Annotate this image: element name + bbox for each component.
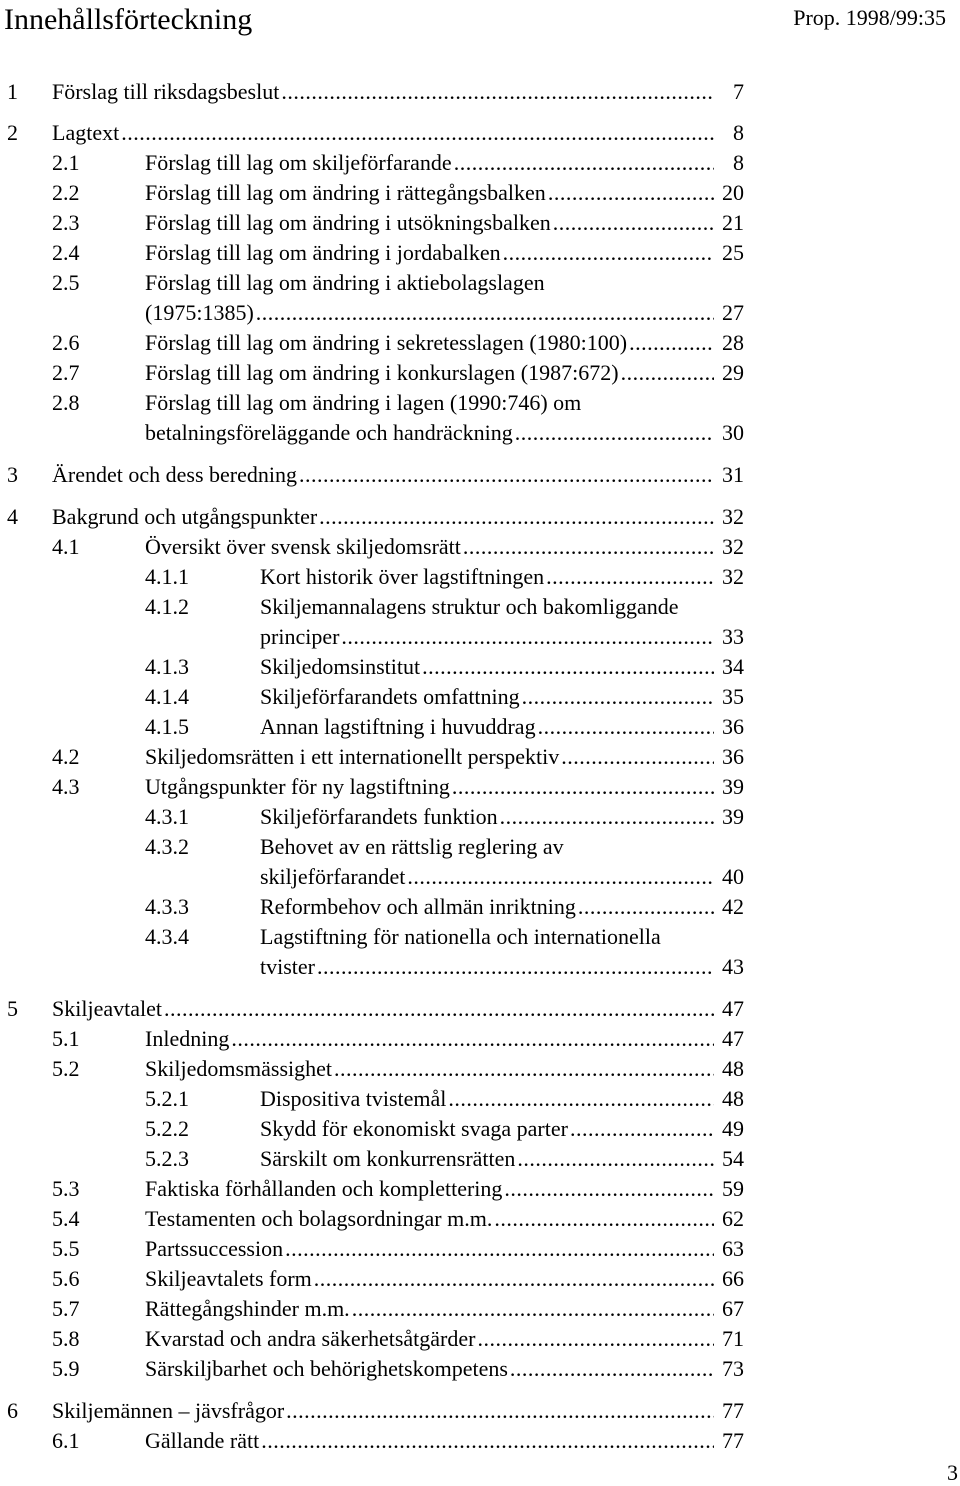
toc-entry-number: 5.2 (52, 1056, 80, 1081)
toc-entry-page: 35 (722, 684, 744, 709)
toc-entry-number: 5.6 (52, 1266, 80, 1291)
toc-entry-page: 63 (722, 1236, 744, 1261)
toc-entry[interactable] (0, 682, 744, 712)
dot-leader (510, 1354, 714, 1384)
toc-entry-page: 28 (722, 330, 744, 355)
toc-entry-number: 4.1.1 (145, 564, 189, 589)
toc-entry-number: 4.3.3 (145, 894, 189, 919)
toc-entry[interactable] (0, 802, 744, 832)
dot-leader (231, 1024, 714, 1054)
toc-entry-number: 6.1 (52, 1428, 80, 1453)
toc-entry-number: 5.3 (52, 1176, 80, 1201)
toc-entry-number: 4.3.1 (145, 804, 189, 829)
toc-entry-title: Förslag till lag om ändring i sekretesslagen (1980:100) (145, 330, 628, 355)
toc-entry[interactable] (0, 148, 744, 178)
toc-entry-title: Testamenten och bolagsordningar m.m. (145, 1206, 493, 1231)
toc-entry-page: 73 (722, 1356, 744, 1381)
toc-entry-title: Inledning (145, 1026, 230, 1051)
toc-entry-number: 5.2.2 (145, 1116, 189, 1141)
dot-leader (629, 328, 714, 358)
toc-entry-page: 7 (733, 79, 744, 104)
toc-entry[interactable] (0, 1264, 744, 1294)
toc-entry-page: 36 (722, 744, 744, 769)
dot-leader (494, 1204, 714, 1234)
toc-entry[interactable] (0, 1294, 744, 1324)
proposition-reference: Prop. 1998/99:35 (793, 5, 946, 30)
dot-leader (504, 1174, 714, 1204)
toc-entry[interactable] (0, 862, 744, 892)
toc-entry[interactable] (0, 238, 744, 268)
dot-leader (517, 1144, 714, 1174)
toc-entry-page: 67 (722, 1296, 744, 1321)
toc-entry-title: Annan lagstiftning i huvuddrag (260, 714, 536, 739)
toc-entry-page: 31 (722, 462, 744, 487)
toc-entry[interactable] (0, 892, 744, 922)
toc-entry-page: 62 (722, 1206, 744, 1231)
toc-entry-title: Gällande rätt (145, 1428, 260, 1453)
toc-entry-page: 25 (722, 240, 744, 265)
dot-leader (352, 1294, 714, 1324)
toc-entry-title: Bakgrund och utgångspunkter (52, 504, 318, 529)
dot-leader (553, 208, 714, 238)
toc-entry[interactable] (0, 952, 744, 982)
toc-entry-number: 5.8 (52, 1326, 80, 1351)
toc-entry[interactable] (0, 1324, 744, 1354)
dot-leader (578, 892, 714, 922)
toc-entry-page: 39 (722, 774, 744, 799)
toc-entry[interactable] (0, 622, 744, 652)
dot-leader (281, 77, 714, 107)
toc-entry[interactable] (0, 502, 744, 532)
toc-entry[interactable] (0, 772, 744, 802)
toc-entry[interactable] (0, 1054, 744, 1084)
toc-entry-page: 54 (722, 1146, 744, 1171)
toc-entry-title: principer (260, 624, 340, 649)
dot-leader (261, 1426, 714, 1456)
toc-entry-title: Skiljedomsmässighet (145, 1056, 332, 1081)
dot-leader (407, 862, 714, 892)
toc-entry[interactable] (0, 1204, 744, 1234)
toc-entry[interactable] (0, 1114, 744, 1144)
toc-entry[interactable] (0, 118, 744, 148)
toc-entry[interactable] (0, 1084, 744, 1114)
toc-entry-title: Förslag till lag om ändring i aktiebolagslagen (145, 270, 545, 295)
toc-entry-number: 2.5 (52, 270, 80, 295)
dot-leader (570, 1114, 714, 1144)
toc-entry-page: 20 (722, 180, 744, 205)
toc-entry-page: 77 (722, 1398, 744, 1423)
toc-entry-title: Förslag till lag om skiljeförfarande (145, 150, 452, 175)
toc-entry-number: 2.2 (52, 180, 80, 205)
toc-entry-page: 48 (722, 1056, 744, 1081)
dot-leader (561, 742, 714, 772)
toc-entry-number: 2.7 (52, 360, 80, 385)
toc-entry-title: Rättegångshinder m.m. (145, 1296, 350, 1321)
toc-entry-title: Kort historik över lagstiftningen (260, 564, 545, 589)
toc-entry-title: Ärendet och dess beredning (52, 462, 297, 487)
toc-entry-page: 32 (722, 564, 744, 589)
toc-entry-number: 2.4 (52, 240, 80, 265)
dot-leader (422, 652, 714, 682)
dot-leader (334, 1054, 714, 1084)
toc-entry[interactable] (0, 562, 744, 592)
dot-leader (317, 952, 714, 982)
toc-entry-number: 4.3 (52, 774, 80, 799)
toc-entry-title: Förslag till riksdagsbeslut (52, 79, 280, 104)
toc-entry[interactable] (0, 178, 744, 208)
dot-leader (621, 358, 714, 388)
toc-entry-number: 2.3 (52, 210, 80, 235)
toc-entry-number: 4.1.5 (145, 714, 189, 739)
toc-entry-page: 71 (722, 1326, 744, 1351)
toc-entry-page: 47 (722, 996, 744, 1021)
toc-entry[interactable] (0, 418, 744, 448)
dot-leader (538, 712, 714, 742)
toc-entry[interactable] (0, 1234, 744, 1264)
dot-leader (121, 118, 714, 148)
toc-entry-title: Skiljeavtalets form (145, 1266, 312, 1291)
toc-entry-title: Reformbehov och allmän inriktning (260, 894, 576, 919)
toc-entry-title: Skiljemännen – jävsfrågor (52, 1398, 285, 1423)
toc-entry-number: 4 (7, 504, 18, 529)
toc-entry-number: 5.7 (52, 1296, 80, 1321)
toc-entry[interactable] (0, 460, 744, 490)
toc-entry-number: 3 (7, 462, 18, 487)
toc-entry-page: 21 (722, 210, 744, 235)
toc-entry-title: Partssuccession (145, 1236, 284, 1261)
toc-entry-page: 30 (722, 420, 744, 445)
toc-entry-number: 5.9 (52, 1356, 80, 1381)
toc-entry-page: 33 (722, 624, 744, 649)
toc-entry-title: Lagstiftning för nationella och internationella (260, 924, 661, 949)
dot-leader (454, 148, 714, 178)
toc-entry-number: 4.1.2 (145, 594, 189, 619)
toc-entry-number: 4.3.4 (145, 924, 189, 949)
dot-leader (548, 178, 714, 208)
toc-entry[interactable] (0, 388, 744, 418)
toc-entry-page: 43 (722, 954, 744, 979)
toc-entry-number: 4.1.4 (145, 684, 189, 709)
toc-entry-title: Skiljemannalagens struktur och bakomliggande (260, 594, 679, 619)
toc-entry[interactable] (0, 742, 744, 772)
toc-entry[interactable] (0, 77, 744, 107)
toc-entry-page: 27 (722, 300, 744, 325)
dot-leader (299, 460, 714, 490)
toc-entry-page: 29 (722, 360, 744, 385)
toc-entry-title: Förslag till lag om ändring i rättegångsbalken (145, 180, 546, 205)
toc-entry-number: 2.8 (52, 390, 80, 415)
toc-entry-page: 32 (722, 504, 744, 529)
toc-entry-page: 39 (722, 804, 744, 829)
toc-entry-title: Särskilt om konkurrensrätten (260, 1146, 516, 1171)
toc-entry-number: 1 (7, 79, 18, 104)
toc-entry-number: 2 (7, 120, 18, 145)
page-number: 3 (947, 1460, 958, 1485)
toc-entry-title: Förslag till lag om ändring i jordabalken (145, 240, 501, 265)
toc-entry-title: Skydd för ekonomiskt svaga parter (260, 1116, 568, 1141)
toc-entry-page: 42 (722, 894, 744, 919)
toc-entry[interactable] (0, 208, 744, 238)
toc-entry[interactable] (0, 1354, 744, 1384)
dot-leader (286, 1396, 714, 1426)
toc-entry-page: 34 (722, 654, 744, 679)
toc-entry-number: 5.4 (52, 1206, 80, 1231)
toc-entry-page: 66 (722, 1266, 744, 1291)
dot-leader (477, 1324, 714, 1354)
dot-leader (319, 502, 714, 532)
toc-entry-page: 8 (733, 120, 744, 145)
toc-entry-number: 5 (7, 996, 18, 1021)
dot-leader (503, 238, 714, 268)
dot-leader (515, 418, 714, 448)
toc-entry-page: 8 (733, 150, 744, 175)
toc-entry[interactable] (0, 328, 744, 358)
toc-entry[interactable] (0, 1396, 744, 1426)
toc-entry[interactable] (0, 712, 744, 742)
toc-entry-number: 2.1 (52, 150, 80, 175)
toc-entry-title: Behovet av en rättslig reglering av (260, 834, 564, 859)
toc-entry[interactable] (0, 652, 744, 682)
toc-entry-page: 47 (722, 1026, 744, 1051)
toc-entry-page: 36 (722, 714, 744, 739)
toc-entry-page: 77 (722, 1428, 744, 1453)
toc-entry-title: Utgångspunkter för ny lagstiftning (145, 774, 450, 799)
dot-leader (522, 682, 714, 712)
toc-entry-title: Översikt över svensk skiljedomsrätt (145, 534, 461, 559)
toc-entry-title: Kvarstad och andra säkerhetsåtgärder (145, 1326, 476, 1351)
dot-leader (546, 562, 714, 592)
toc-entry-title: Förslag till lag om ändring i lagen (1990:746) om (145, 390, 582, 415)
dot-leader (448, 1084, 714, 1114)
dot-leader (500, 802, 714, 832)
toc-entry-title: Skiljedomsrätten i ett internationellt perspektiv (145, 744, 560, 769)
toc-entry-number: 2.6 (52, 330, 80, 355)
toc-entry-title: Förslag till lag om ändring i konkurslagen (1987:672) (145, 360, 619, 385)
dot-leader (256, 298, 714, 328)
toc-entry-title: Skiljeförfarandets funktion (260, 804, 498, 829)
dot-leader (341, 622, 714, 652)
toc-entry[interactable] (0, 298, 744, 328)
toc-entry-number: 5.5 (52, 1236, 80, 1261)
toc-entry-title: skiljeförfarandet (260, 864, 406, 889)
toc-entry-title: Skiljeförfarandets omfattning (260, 684, 520, 709)
dot-leader (285, 1234, 714, 1264)
toc-entry[interactable] (0, 268, 744, 298)
toc-entry-title: tvister (260, 954, 315, 979)
toc-entry-page: 40 (722, 864, 744, 889)
toc-entry-page: 32 (722, 534, 744, 559)
toc-entry-title: Faktiska förhållanden och komplettering (145, 1176, 503, 1201)
toc-entry-title: betalningsföreläggande och handräckning (145, 420, 513, 445)
toc-entry-number: 5.2.1 (145, 1086, 189, 1111)
toc-entry-title: (1975:1385) (145, 300, 254, 325)
dot-leader (463, 532, 714, 562)
toc-entry[interactable] (0, 1144, 744, 1174)
toc-entry-title: Dispositiva tvistemål (260, 1086, 447, 1111)
toc-entry-number: 5.1 (52, 1026, 80, 1051)
toc-entry[interactable] (0, 922, 744, 952)
toc-entry[interactable] (0, 592, 744, 622)
toc-entry-title: Särskiljbarhet och behörighetskompetens (145, 1356, 508, 1381)
toc-entry-title: Lagtext (52, 120, 120, 145)
toc-entry-title: Skiljeavtalet (52, 996, 162, 1021)
toc-entry[interactable] (0, 1174, 744, 1204)
toc-entry-number: 4.2 (52, 744, 80, 769)
toc-entry[interactable] (0, 358, 744, 388)
toc-entry-number: 4.3.2 (145, 834, 189, 859)
dot-leader (314, 1264, 714, 1294)
toc-entry-title: Skiljedomsinstitut (260, 654, 421, 679)
dot-leader (164, 994, 714, 1024)
toc-entry[interactable] (0, 994, 744, 1024)
toc-entry[interactable] (0, 1426, 744, 1456)
toc-entry[interactable] (0, 532, 744, 562)
toc-entry-number: 6 (7, 1398, 18, 1423)
toc-entry-page: 48 (722, 1086, 744, 1111)
toc-entry[interactable] (0, 1024, 744, 1054)
toc-entry-number: 4.1 (52, 534, 80, 559)
toc-entry[interactable] (0, 832, 744, 862)
dot-leader (452, 772, 714, 802)
toc-entry-page: 59 (722, 1176, 744, 1201)
toc-entry-number: 4.1.3 (145, 654, 189, 679)
toc-entry-page: 49 (722, 1116, 744, 1141)
toc-entry-number: 5.2.3 (145, 1146, 189, 1171)
page-title: Innehållsförteckning (4, 3, 253, 36)
toc-entry-title: Förslag till lag om ändring i utsökningsbalken (145, 210, 551, 235)
